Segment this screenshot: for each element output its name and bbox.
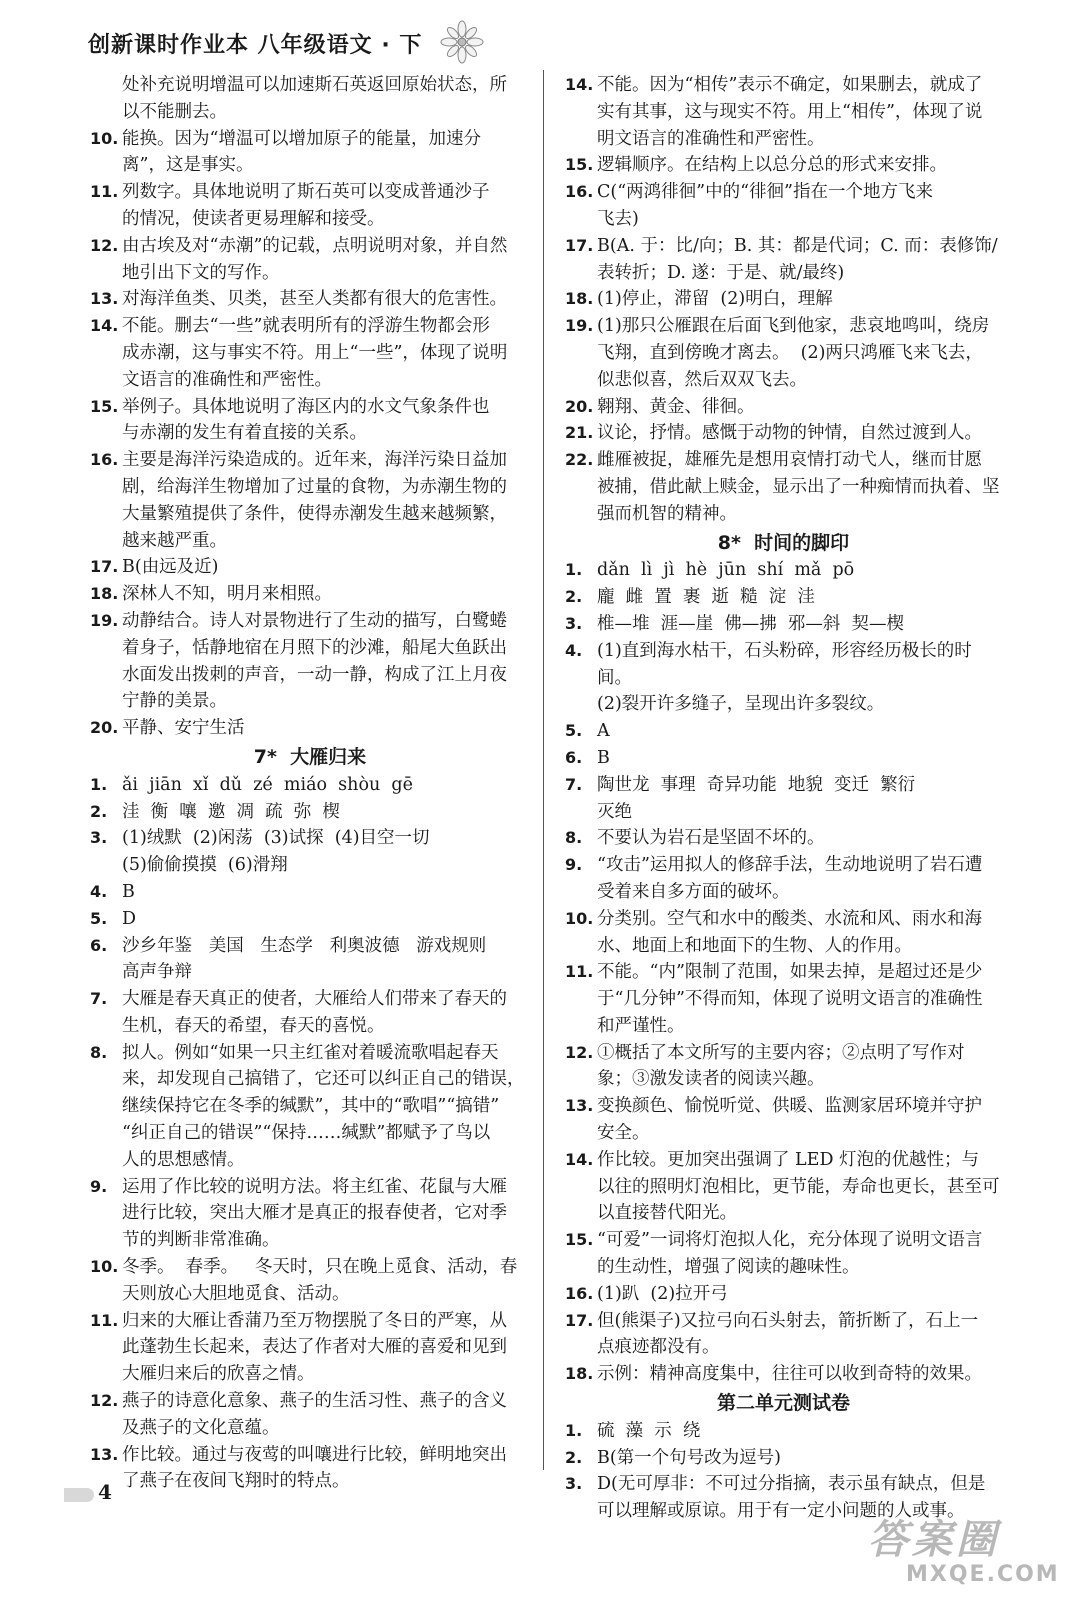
answer-number: 22.: [565, 450, 594, 470]
answer-text: [122, 1254, 530, 1308]
watermark-text: 答案圈: [868, 1517, 1000, 1563]
answer-text: [122, 608, 530, 715]
answer-text: [597, 1281, 1002, 1308]
answer-line: 分类别。空气和水中的酸类、水流和风、雨水和海: [597, 908, 982, 929]
answer-line: 文语言的准确性和严密性。: [122, 369, 332, 390]
answer-item: [565, 825, 1002, 852]
answer-line: 大雁归来后的欣喜之情。: [122, 1364, 315, 1385]
answer-text: [597, 394, 1002, 421]
answer-item: [565, 745, 1002, 772]
answer-item: [90, 1040, 530, 1174]
answer-line: 的生动性，增强了阅读的趣味性。: [597, 1257, 860, 1278]
answer-line: 被捕，借此献上赎金，显示出了一种痴情而执着、坚: [597, 476, 1000, 497]
answer-number: 8.: [565, 828, 583, 848]
answer-number: 15.: [565, 1230, 594, 1250]
answer-item: [90, 825, 530, 879]
answer-line: (1)直到海水枯干，石头粉碎，形容经历极长的时间。: [597, 640, 972, 688]
answer-line: 节的判断非常准确。: [122, 1230, 280, 1251]
answer-text: [597, 772, 1002, 826]
answer-text: [122, 286, 530, 313]
answer-number: 5.: [565, 721, 583, 741]
answer-item: [90, 715, 530, 742]
answer-number: 6.: [90, 935, 108, 955]
answer-line: 似悲似喜，然后双双飞去。: [597, 369, 807, 390]
answer-item: [565, 233, 1002, 287]
answer-item: [565, 852, 1002, 906]
answer-text: [597, 1361, 1002, 1388]
answer-line: 翱翔、黄金、徘徊。: [597, 396, 755, 417]
answer-text: [597, 1227, 1002, 1281]
answer-number: 16.: [565, 182, 594, 202]
answer-line: 雌雁被捉，雄雁先是想用哀情打动弋人，继而甘愿: [597, 450, 982, 471]
answer-item: [90, 1442, 530, 1496]
answer-text: [122, 879, 530, 906]
answer-number: 15.: [90, 396, 119, 416]
answer-line: 但(熊渠子)又拉弓向石头射去，箭折断了，石上一: [597, 1310, 979, 1331]
answer-item: [565, 906, 1002, 960]
answer-line: D(无可厚非：不可过分指摘，表示虽有缺点，但是: [597, 1474, 986, 1495]
answer-item: [90, 1308, 530, 1388]
answer-line: 水、地面上和地面下的生物、人的作用。: [597, 935, 912, 956]
answer-item: [565, 1308, 1002, 1362]
answer-text: [597, 447, 1002, 527]
answer-item: [90, 799, 530, 826]
answer-line: 生机，春天的希望，春天的喜悦。: [122, 1015, 385, 1036]
answer-line: 受着来自多方面的破坏。: [597, 881, 790, 902]
answer-line: A: [597, 721, 610, 742]
answer-number: 14.: [565, 1149, 594, 1169]
answer-number: 9.: [565, 855, 583, 875]
answer-line: (1)那只公雁跟在后面飞到他家，悲哀地鸣叫，绕房: [597, 316, 990, 337]
answer-line: 洼 衡 嚷 邀 凋 疏 弥 楔: [122, 801, 340, 822]
answer-item: [90, 179, 530, 233]
answer-line: 能换。因为“增温可以增加原子的能量，加速分: [122, 128, 481, 149]
answer-line: 的情况，使读者更易理解和接受。: [122, 208, 385, 229]
answer-item: [565, 1418, 1002, 1445]
answer-text: [122, 1040, 530, 1174]
answer-text: [122, 715, 530, 742]
answer-text: [122, 394, 530, 448]
answer-line: 与赤潮的发生有着直接的关系。: [122, 423, 367, 444]
answer-text: [122, 1442, 530, 1496]
answer-text: [597, 745, 1002, 772]
answer-line: 实有其事，这与现实不符。用上“相传”，体现了说: [597, 101, 983, 122]
left-column: [90, 72, 530, 1495]
answer-number: 17.: [565, 235, 594, 255]
answer-line: 着身子，恬静地宿在月照下的沙滩，船尾大鱼跃出: [122, 637, 507, 658]
answer-text: [597, 557, 1002, 584]
answer-line: B(A. 于：比/向；B. 其：都是代词；C. 而：表修饰/: [597, 235, 998, 256]
answer-text: [122, 1308, 530, 1388]
answer-line: 不要认为岩石是坚固不坏的。: [597, 828, 825, 849]
section-title: 7* 大雁归来: [253, 745, 367, 768]
page-footer: [64, 1480, 144, 1508]
answer-text: [597, 906, 1002, 960]
answer-line: 高声争辩: [122, 962, 192, 983]
answer-item: [565, 1147, 1002, 1227]
answer-text: [122, 447, 530, 554]
answer-text: [122, 933, 530, 987]
answer-number: 19.: [90, 610, 119, 630]
answer-line: B: [122, 881, 135, 902]
answer-line: 以直接替代阳光。: [597, 1203, 737, 1224]
answer-number: 1.: [90, 774, 108, 794]
answer-item: [90, 1174, 530, 1254]
answer-number: 4.: [565, 640, 583, 660]
answer-line: 以往的照明灯泡相比，更节能，寿命也更长，甚至可: [597, 1176, 1000, 1197]
answer-line: 进行比较，突出大雁才是真正的报春使者，它对季: [122, 1203, 507, 1224]
page-number: 4: [98, 1480, 112, 1504]
answer-number: 10.: [90, 1257, 119, 1277]
answer-line: (1)绒默 (2)闲荡 (3)试探 (4)目空一切: [122, 828, 430, 849]
page-tab-icon: [64, 1488, 94, 1502]
answer-line: 平静、安宁生活: [122, 718, 245, 739]
answer-number: 4.: [90, 881, 108, 901]
answer-text: [122, 126, 530, 180]
answer-number: 16.: [90, 450, 119, 470]
answer-item: [90, 447, 530, 554]
answer-number: 3.: [90, 828, 108, 848]
answer-item: [90, 1388, 530, 1442]
answer-line: 继续保持它在冬季的缄默”，其中的“歌唱”“搞错”: [122, 1096, 500, 1117]
answer-text: [597, 1147, 1002, 1227]
answer-item: [565, 557, 1002, 584]
section-title: 第二单元测试卷: [716, 1392, 850, 1415]
answer-text: [597, 959, 1002, 1039]
answer-line: “攻击”运用拟人的修辞手法，生动地说明了岩石遭: [597, 855, 983, 876]
answer-line: 示例：精神高度集中，往往可以收到奇特的效果。: [597, 1364, 982, 1385]
answer-text: [597, 718, 1002, 745]
answer-line: 议论，抒情。感慨于动物的钟情，自然过渡到人。: [597, 423, 982, 444]
column-divider: [543, 70, 544, 1470]
answer-line: “纠正自己的错误”“保持……缄默”都赋予了鸟以: [122, 1123, 491, 1144]
answer-line: 安全。: [597, 1123, 650, 1144]
answer-number: 12.: [90, 1391, 119, 1411]
answer-text: [597, 1445, 1002, 1472]
answer-line: 硫 藻 示 绕: [597, 1420, 701, 1441]
answer-text: [597, 584, 1002, 611]
answer-number: 14.: [565, 75, 594, 94]
answer-line: 剧，给海洋生物增加了过量的食物，为赤潮生物的: [122, 476, 507, 497]
answer-item: [565, 1040, 1002, 1094]
answer-number: 18.: [90, 584, 119, 604]
answer-number: 9.: [90, 1176, 108, 1196]
answer-line: 不能。删去“一些”就表明所有的浮游生物都会形: [122, 316, 490, 337]
answer-line: 强而机智的精神。: [597, 503, 737, 524]
answer-number: 11.: [565, 962, 594, 982]
answer-item: [565, 152, 1002, 179]
answer-line: 对海洋鱼类、贝类，甚至人类都有很大的危害性。: [122, 289, 507, 310]
answer-item: [565, 959, 1002, 1039]
answer-number: 10.: [565, 908, 594, 928]
answer-line: 不能。“内”限制了范围，如果去掉，是超过还是少: [597, 962, 983, 983]
book-title: 创新课时作业本 八年级语文 · 下: [88, 33, 423, 58]
answer-item: [565, 1361, 1002, 1388]
answer-item: [90, 313, 530, 393]
answer-line: 天则放心大胆地觅食、活动。: [122, 1283, 350, 1304]
answer-number: 17.: [90, 557, 119, 577]
answer-item: [565, 718, 1002, 745]
answer-text: [122, 554, 530, 581]
answer-text: [122, 313, 530, 393]
answer-line: 大雁是春天真正的使者，大雁给人们带来了春天的: [122, 989, 507, 1010]
answer-text: [597, 420, 1002, 447]
answer-number: 2.: [565, 1447, 583, 1467]
answer-item: [565, 394, 1002, 421]
answer-item: [90, 879, 530, 906]
answer-line: 作比较。通过与夜莺的叫嚷进行比较，鲜明地突出: [122, 1444, 507, 1465]
answer-item: [565, 1445, 1002, 1472]
answer-text: [597, 1418, 1002, 1445]
answer-line: 灭绝: [597, 801, 632, 822]
answer-line: 成赤潮，这与事实不符。用上“一些”，体现了说明: [122, 342, 508, 363]
answer-number: 10.: [90, 128, 119, 148]
answer-line: 不能。因为“相传”表示不确定，如果删去，就成了: [597, 75, 983, 95]
answer-item: [90, 554, 530, 581]
answer-text: [597, 179, 1002, 233]
answer-item: [565, 772, 1002, 826]
answer-line: (1)停止，滞留 (2)明白，理解: [597, 289, 833, 310]
answer-number: 19.: [565, 316, 594, 336]
answer-line: 拟人。例如“如果一只主红雀对着暖流歌唱起春天: [122, 1042, 499, 1063]
answer-line: B(第一个句号改为逗号): [597, 1447, 782, 1468]
answer-text: [597, 286, 1002, 313]
answer-text: [597, 313, 1002, 393]
answer-number: 2.: [565, 587, 583, 607]
answer-line: 水面发出拨刺的声音，一动一静，构成了江上月夜: [122, 664, 507, 685]
answer-text: [122, 986, 530, 1040]
answer-line: 于“几分钟”不得而知，体现了说明文语言的准确性: [597, 989, 983, 1010]
answer-line: 椎—堆 涯—崖 佛—拂 邪—斜 契—楔: [597, 613, 905, 634]
flower-ornament-icon: [440, 20, 484, 64]
answer-line: 由古埃及对“赤潮”的记载，点明说明对象，并自然: [122, 235, 508, 256]
answer-item: [90, 233, 530, 287]
answer-text: [122, 233, 530, 287]
answer-number: 14.: [90, 316, 119, 336]
answer-line: 举例子。具体地说明了海区内的水文气象条件也: [122, 396, 490, 417]
answer-item: [90, 608, 530, 715]
answer-item: [90, 126, 530, 180]
answer-text: [597, 825, 1002, 852]
answer-number: 17.: [565, 1310, 594, 1330]
answer-item: [565, 638, 1002, 718]
answer-number: 11.: [90, 182, 119, 202]
answer-line: 冬季。 春季。 冬天时，只在晚上觅食、活动，春: [122, 1257, 518, 1278]
answer-item: [90, 986, 530, 1040]
answer-item: [565, 420, 1002, 447]
answer-line: 以不能删去。: [122, 101, 227, 122]
answer-item: [90, 1254, 530, 1308]
answer-line: 及燕子的文化意蕴。: [122, 1417, 280, 1438]
answer-line: 明文语言的准确性和严密性。: [597, 128, 825, 149]
answer-text: [122, 799, 530, 826]
answer-line: 象；③激发读者的阅读兴趣。: [597, 1069, 825, 1090]
right-column: [565, 72, 1002, 1525]
watermark-logo: [868, 1508, 1064, 1596]
section-title: 8* 时间的脚印: [717, 531, 850, 554]
answer-number: 1.: [565, 1420, 583, 1440]
answer-item: [565, 286, 1002, 313]
answer-text: [597, 1040, 1002, 1094]
answer-line: 作比较。更加突出强调了 LED 灯泡的优越性；与: [597, 1149, 980, 1170]
answer-line: D: [122, 908, 137, 929]
answer-line: B(由远及近): [122, 557, 219, 578]
answer-item: [565, 1227, 1002, 1281]
answer-line: 越来越严重。: [122, 530, 227, 551]
answer-text: [597, 152, 1002, 179]
answer-number: 18.: [565, 289, 594, 309]
watermark-url: MXQE.COM: [906, 1562, 1060, 1587]
answer-line: 飞去): [597, 208, 639, 229]
answer-line: 动静结合。诗人对景物进行了生动的描写，白鹭蜷: [122, 610, 507, 631]
answer-line: 来，却发现自己搞错了，它还可以纠正自己的错误，: [122, 1069, 525, 1090]
answer-number: 7.: [90, 989, 108, 1009]
answer-number: 20.: [90, 718, 119, 738]
answer-text: [122, 906, 530, 933]
answer-line: 此蓬勃生长起来，表达了作者对大雁的喜爱和见到: [122, 1337, 507, 1358]
answer-number: 8.: [90, 1042, 108, 1062]
answer-line: 了燕子在夜间飞翔时的特点。: [122, 1471, 350, 1492]
answer-item: [90, 772, 530, 799]
answer-line: 地引出下文的写作。: [122, 262, 280, 283]
answer-line: 龐 雌 置 裹 逝 糙 淀 洼: [597, 587, 815, 608]
answer-line: 主要是海洋污染造成的。近年来，海洋污染日益加: [122, 450, 507, 471]
answer-line: 宁静的美景。: [122, 691, 227, 712]
answer-line: 深林人不知，明月来相照。: [122, 584, 332, 605]
answer-number: 12.: [90, 235, 119, 255]
answer-number: 16.: [565, 1283, 594, 1303]
answer-line: ①概括了本文所写的主要内容；②点明了写作对: [597, 1042, 965, 1063]
answer-text: [122, 581, 530, 608]
answer-line: (2)裂开许多缝子，呈现出许多裂纹。: [597, 694, 885, 715]
answer-item: [565, 1281, 1002, 1308]
answer-number: 6.: [565, 747, 583, 767]
answer-number: 2.: [90, 801, 108, 821]
answer-line: 可以理解或原谅。用于有一定小问题的人或事。: [597, 1501, 965, 1522]
answer-line: 归来的大雁让香蒲乃至万物摆脱了冬日的严寒，从: [122, 1310, 507, 1331]
continued-answer: [90, 72, 530, 126]
answer-number: 18.: [565, 1364, 594, 1384]
answer-line: B: [597, 747, 610, 768]
answer-item: [90, 581, 530, 608]
answer-number: 15.: [565, 155, 594, 175]
answer-line: dǎn lì jì hè jūn shí mǎ pō: [597, 560, 855, 581]
answer-line: ǎi jiān xǐ dǔ zé miáo shòu gē: [122, 774, 413, 795]
answer-text: [597, 233, 1002, 287]
answer-line: 燕子的诗意化意象、燕子的生活习性、燕子的含义: [122, 1391, 507, 1412]
answer-line: 飞翔，直到傍晚才离去。 (2)两只鸿雁飞来飞去，: [597, 342, 983, 363]
answer-item: [565, 447, 1002, 527]
answer-line: 处补充说明增温可以加速斯石英返回原始状态，所: [122, 75, 507, 95]
answer-line: 运用了作比较的说明方法。将主红雀、花鼠与大雁: [122, 1176, 507, 1197]
answer-number: 7.: [565, 774, 583, 794]
answer-line: 逻辑顺序。在结构上以总分总的形式来安排。: [597, 155, 947, 176]
answer-line: “可爱”一词将灯泡拟人化，充分体现了说明文语言: [597, 1230, 983, 1251]
answer-line: 变换颜色、愉悦听觉、供暖、监测家居环境并守护: [597, 1096, 982, 1117]
answer-text: [597, 72, 1002, 152]
answer-number: 13.: [565, 1096, 594, 1116]
answer-line: 和严谨性。: [597, 1015, 685, 1036]
answer-text: [597, 852, 1002, 906]
answer-number: 3.: [565, 613, 583, 633]
answer-text: [122, 772, 530, 799]
answer-number: 20.: [565, 396, 594, 416]
answer-item: [565, 1093, 1002, 1147]
answer-item: [90, 906, 530, 933]
answer-item: [90, 933, 530, 987]
answer-line: 大量繁殖提供了条件，使得赤潮发生越来越频繁，: [122, 503, 507, 524]
answer-number: 11.: [90, 1310, 119, 1330]
answer-text: [597, 611, 1002, 638]
answer-number: 13.: [90, 289, 119, 309]
answer-number: 12.: [565, 1042, 594, 1062]
answer-line: (5)偷偷摸摸 (6)滑翔: [122, 855, 288, 876]
answer-number: 1.: [565, 560, 583, 580]
answer-text: [597, 1093, 1002, 1147]
answer-text: [122, 1174, 530, 1254]
answer-item: [565, 179, 1002, 233]
answer-line: C(“两鸿徘徊”中的“徘徊”指在一个地方飞来: [597, 182, 934, 203]
answer-text: [122, 1388, 530, 1442]
answer-line: 点痕迹都没有。: [597, 1337, 720, 1358]
answer-text: [597, 1308, 1002, 1362]
answer-line: 沙乡年鉴 美国 生态学 利奥波德 游戏规则: [122, 935, 487, 956]
answer-number: 13.: [90, 1444, 119, 1464]
answer-text: [122, 179, 530, 233]
page-header: [88, 24, 528, 64]
answer-item: [565, 313, 1002, 393]
answer-line: 陶世龙 事理 奇异功能 地貌 变迁 繁衍: [597, 774, 916, 795]
answer-line: 人的思想感情。: [122, 1149, 245, 1170]
answer-number: 3.: [565, 1474, 583, 1494]
answer-number: 5.: [90, 908, 108, 928]
answer-line: (1)趴 (2)拉开弓: [597, 1283, 728, 1304]
answer-number: 21.: [565, 423, 594, 443]
answer-line: 离”，这是事实。: [122, 155, 254, 176]
answer-item: [90, 286, 530, 313]
answer-line: 列数字。具体地说明了斯石英可以变成普通沙子: [122, 182, 490, 203]
answer-item: [565, 72, 1002, 152]
answer-item: [90, 394, 530, 448]
answer-line: 表转折；D. 遂：于是、就/最终): [597, 262, 845, 283]
answer-item: [565, 584, 1002, 611]
answer-text: [597, 638, 1002, 718]
answer-item: [565, 611, 1002, 638]
answer-text: [122, 825, 530, 879]
